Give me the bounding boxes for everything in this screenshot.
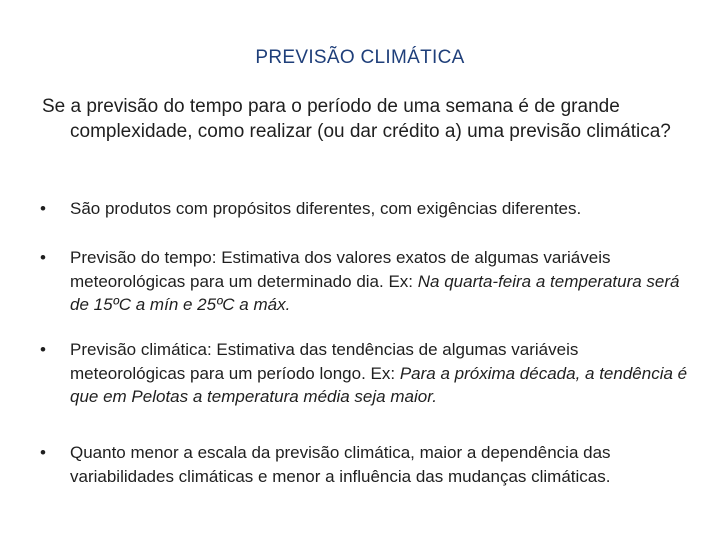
bullet-example: Para a próxima década, a tendência é que em Pelotas a temperatura média seja maior. xyxy=(70,363,688,406)
bullet-text: Previsão do tempo: Estimativa dos valores exatos de algumas variáveis meteorológicas para um determinado dia. Ex: xyxy=(70,248,611,291)
bullet-item xyxy=(40,197,690,221)
bullet-item xyxy=(40,441,690,488)
bullet-text: São produtos com propósitos diferentes, com exigências diferentes. xyxy=(70,199,582,218)
bullet-icon: • xyxy=(40,199,46,218)
bullet-icon: • xyxy=(40,248,46,267)
bullet-item xyxy=(40,338,690,409)
bullet-example: Na quarta-feira a temperatura será de 15ºC a mín e 25ºC a máx. xyxy=(70,271,680,314)
bullet-icon: • xyxy=(40,340,46,359)
intro-paragraph: Se a previsão do tempo para o período de uma semana é de grande complexidade, como realizar (ou dar crédito a) uma previsão climática? xyxy=(42,96,671,142)
bullet-item xyxy=(40,246,690,317)
bullet-icon: • xyxy=(40,443,46,462)
bullet-text: Quanto menor a escala da previsão climática, maior a dependência das variabilidades climáticas e menor a influência das mudanças climáticas. xyxy=(70,443,611,486)
bullet-text: Previsão climática: Estimativa das tendências de algumas variáveis meteorológicas para um período longo. Ex: xyxy=(70,340,579,383)
slide-title: PREVISÃO CLIMÁTICA xyxy=(255,47,465,68)
